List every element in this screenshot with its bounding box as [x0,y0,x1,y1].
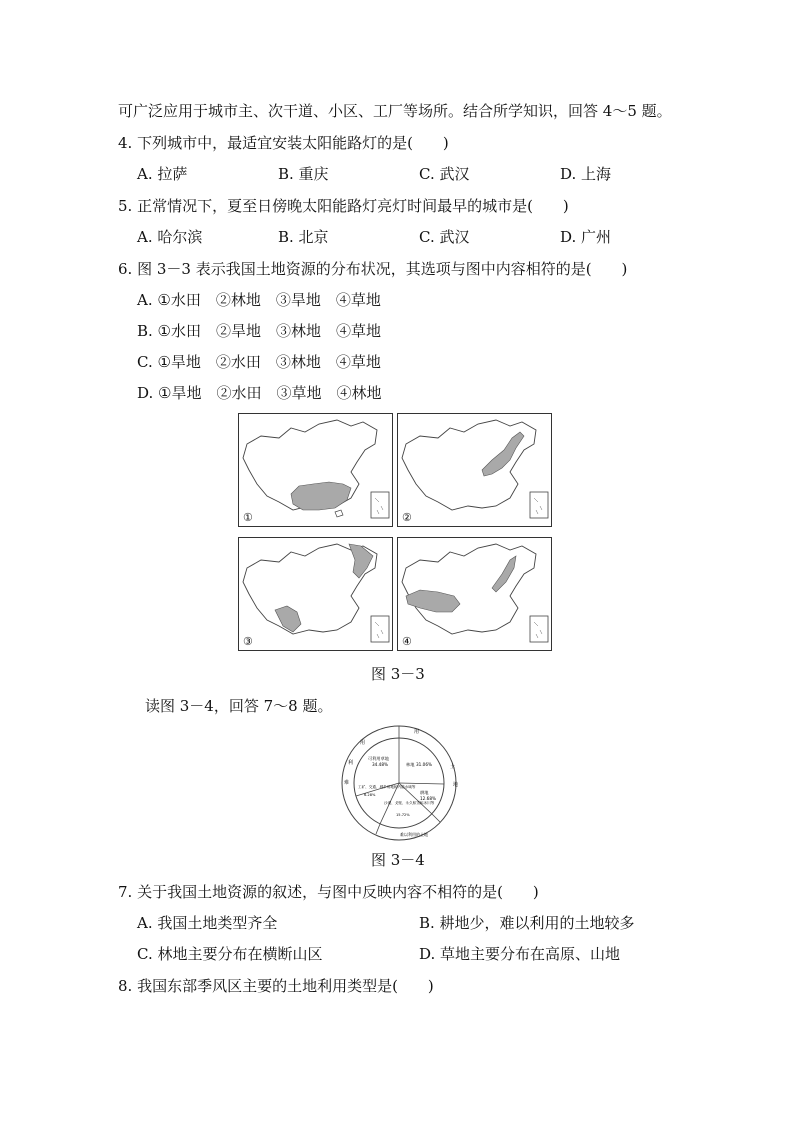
segment-construction-value: 6.28% [364,793,376,797]
figure-3-4 [340,724,458,842]
question-5-stem: 5. 正常情况下，夏至日傍晚太阳能路灯亮灯时间最早的城市是( ) [118,197,569,215]
segment-desert-value: 15.72% [396,813,410,817]
ring-char-1: 土 [450,764,456,770]
q5-option-b[interactable]: B. 北京 [278,228,329,246]
panel-2-label: ② [402,511,412,524]
q4-option-d[interactable]: D. 上海 [560,165,612,183]
map-panel-1 [238,413,393,527]
segment-forest-value: 31.06% [416,762,432,767]
q7-option-d[interactable]: D. 草地主要分布在高原、山地 [419,945,621,963]
q5-option-a[interactable]: A. 哈尔滨 [137,228,203,246]
segment-grassland-value: 34.48% [372,762,388,767]
q5-option-d[interactable]: D. 广州 [560,228,612,246]
ring-char-0: 用 [414,729,420,735]
figure-3-3-caption: 图 3－3 [371,665,425,683]
q7-option-b[interactable]: B. 耕地少，难以利用的土地较多 [419,914,635,932]
panel-1-label: ① [243,511,253,524]
figure-3-3 [238,413,556,653]
panel-4-label: ④ [402,635,412,648]
ring-char-3: 难 [344,780,350,786]
q6-option-d[interactable]: D. ①旱地 ②水田 ③草地 ④林地 [137,384,382,402]
segment-farmland-value: 12.68% [420,796,436,801]
q7-option-c[interactable]: C. 林地主要分布在横断山区 [137,945,323,963]
map-panel-4 [397,537,552,651]
ring-bottom-label: 难以利用的土地 [400,832,428,837]
segment-construction-label: 工矿、交通、城乡用地和内陆水域等 [358,785,416,789]
segment-desert-label: 沙漠、戈壁、永久积雪和冰川等 [384,801,435,805]
ring-char-5: 用 [360,740,366,746]
map-panel-3 [238,537,393,651]
segment-grassland-label: 可利用草地 [368,756,389,761]
q6-option-b[interactable]: B. ①水田 ②旱地 ③林地 ④草地 [137,322,382,340]
q4-option-a[interactable]: A. 拉萨 [137,165,188,183]
ring-char-4: 利 [348,760,354,766]
q7-option-a[interactable]: A. 我国土地类型齐全 [137,914,278,932]
land-use-pie [340,724,458,842]
map-panel-2 [397,413,552,527]
q6-option-a[interactable]: A. ①水田 ②林地 ③旱地 ④草地 [137,291,381,309]
q5-option-c[interactable]: C. 武汉 [419,228,470,246]
intro-text: 可广泛应用于城市主、次干道、小区、工厂等场所。结合所学知识，回答 4～5 题。 [118,102,672,120]
figure-3-4-caption: 图 3－4 [371,851,425,869]
question-6-stem: 6. 图 3－3 表示我国土地资源的分布状况，其选项与图中内容相符的是( ) [118,260,628,278]
panel-3-label: ③ [243,635,253,648]
q4-option-b[interactable]: B. 重庆 [278,165,329,183]
segment-farmland-label: 耕地 [420,790,429,795]
china-map-3 [239,538,394,652]
ring-char-2: 地 [453,782,458,788]
question-4-stem: 4. 下列城市中，最适宜安装太阳能路灯的是( ) [118,134,449,152]
china-map-2 [398,414,553,528]
china-map-1 [239,414,394,528]
question-8-stem: 8. 我国东部季风区主要的土地利用类型是( ) [118,977,434,995]
q4-option-c[interactable]: C. 武汉 [419,165,470,183]
read-prompt: 读图 3－4，回答 7～8 题。 [145,697,333,715]
q6-option-c[interactable]: C. ①旱地 ②水田 ③林地 ④草地 [137,353,381,371]
segment-forest-label: 林地 [406,762,415,767]
question-7-stem: 7. 关于我国土地资源的叙述，与图中反映内容不相符的是( ) [118,883,539,901]
china-map-4 [398,538,553,652]
